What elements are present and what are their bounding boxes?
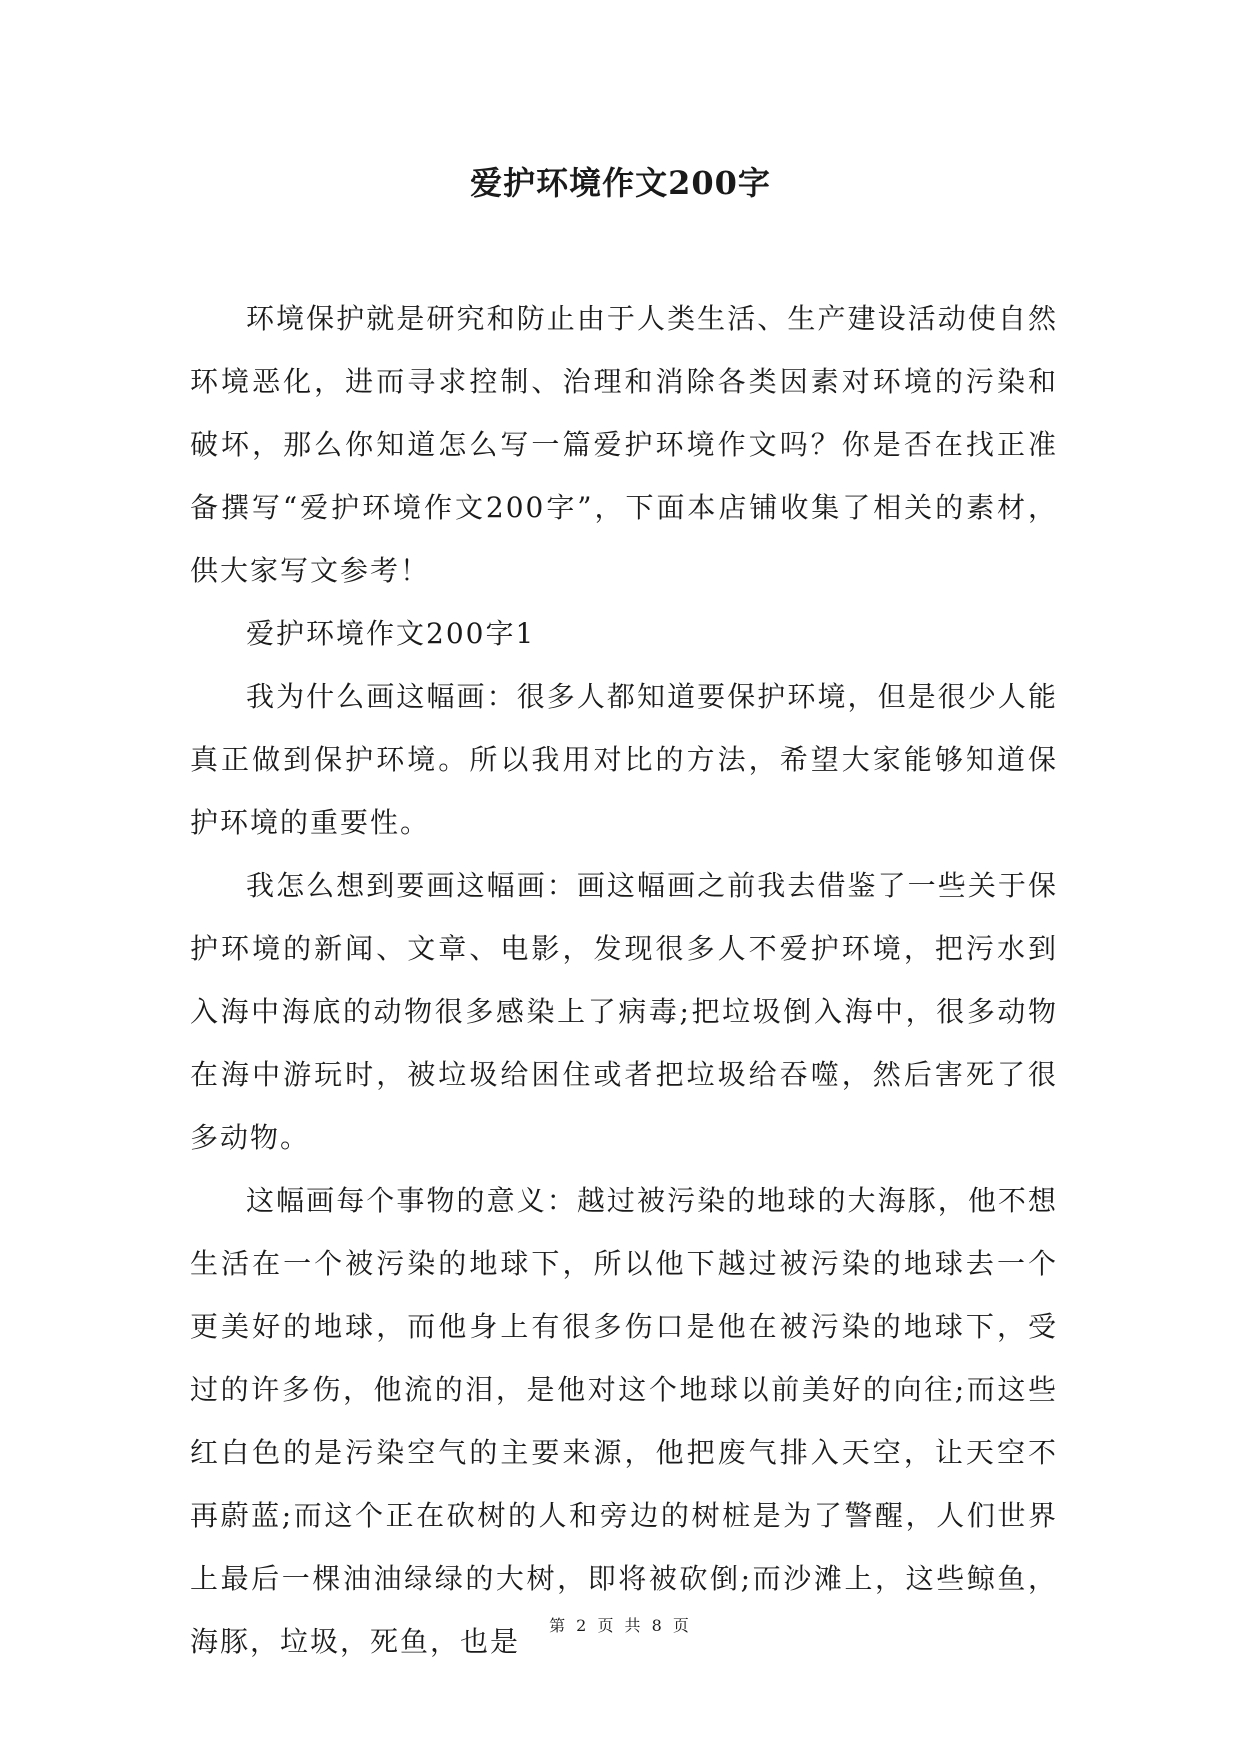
paragraph-intro: 环境保护就是研究和防止由于人类生活、生产建设活动使自然环境恶化，进而寻求控制、治理和消除各类因素对环境的污染和破坏，那么你知道怎么写一篇爱护环境作文吗？你是否在找正准备撰写“爱护环境作文200字”，下面本店铺收集了相关的素材，供大家写文参考！ bbox=[190, 302, 1058, 587]
paragraph-meaning: 这幅画每个事物的意义：越过被污染的地球的大海豚，他不想生活在一个被污染的地球下，所以他下越过被污染的地球去一个更美好的地球，而他身上有很多伤口是他在被污染的地球下，受过的许多伤，他流的泪，是他对这个地球以前美好的向往;而这些红白色的是污染空气的主要来源，他把废气排入天空，让天空不再蔚蓝;而这个正在砍树的人和旁边的树桩是为了警醒，人们世界上最后一棵油油绿绿的大树，即将被砍倒;而沙滩上，这些鲸鱼，海豚，垃圾，死鱼，也是 bbox=[190, 1184, 1058, 1658]
page-footer: 第 2 页 共 8 页 bbox=[549, 1616, 692, 1635]
document-body bbox=[190, 287, 1058, 1673]
paragraph-why: 我为什么画这幅画：很多人都知道要保护环境，但是很少人能真正做到保护环境。所以我用对比的方法，希望大家能够知道保护环境的重要性。 bbox=[190, 680, 1058, 839]
paragraph-how: 我怎么想到要画这幅画：画这幅画之前我去借鉴了一些关于保护环境的新闻、文章、电影，发现很多人不爱护环境，把污水到入海中海底的动物很多感染上了病毒;把垃圾倒入海中，很多动物在海中游玩时，被垃圾给困住或者把垃圾给吞噬，然后害死了很多动物。 bbox=[190, 869, 1058, 1154]
page-title: 爱护环境作文200字 bbox=[470, 164, 771, 202]
section-heading: 爱护环境作文200字1 bbox=[246, 617, 536, 650]
